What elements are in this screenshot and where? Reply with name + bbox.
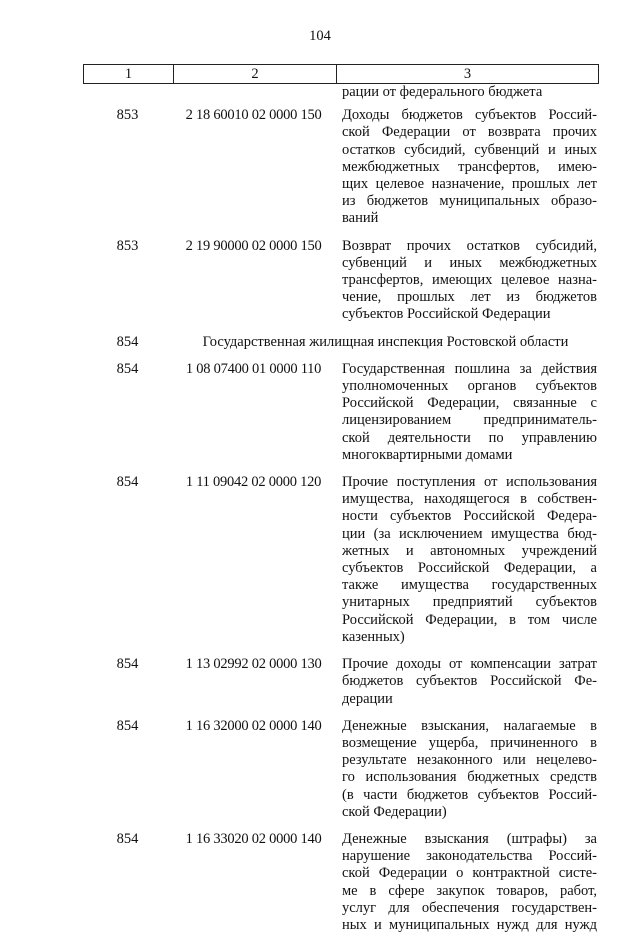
description-cell	[342, 656, 597, 708]
admin-code-cell: 854	[116, 333, 139, 350]
admin-code-cell: 854	[116, 360, 139, 377]
description-line: Доходы бюджетов субъектов Россий-	[342, 107, 597, 124]
income-code-cell: 1 16 33020 02 0000 140	[185, 830, 322, 847]
admin-code-cell: 854	[116, 474, 139, 491]
admin-code-cell: 854	[116, 717, 139, 734]
description-line: уполномоченных органов субъектов	[342, 378, 597, 395]
description-line: результате незаконного или нецелево-	[342, 752, 597, 769]
description-line: Российской Федерации, в том числе	[342, 611, 597, 628]
table-row-continuation	[83, 84, 599, 101]
table-row	[83, 334, 599, 351]
description-line: нарушение законодательства Россий-	[342, 848, 597, 865]
description-line: ности субъектов Российской Федера-	[342, 508, 597, 525]
admin-code-cell: 854	[116, 656, 139, 673]
table-row	[83, 107, 599, 227]
description-line: жетных и автономных учреждений	[342, 542, 597, 559]
description-line: лицензированием предприниматель-	[342, 412, 597, 429]
table-row	[83, 831, 599, 934]
description-line: межбюджетных трансфертов, имею-	[342, 158, 597, 175]
section-heading: Государственная жилищная инспекция Ростовской области	[202, 333, 569, 350]
description-line: го использования бюджетных средств	[342, 769, 597, 786]
description-line: ской Федерации от возврата прочих	[342, 124, 597, 141]
description-line: ской Федерации о контрактной систе-	[342, 865, 597, 882]
description-line: субъектов Российской Федерации	[342, 306, 551, 323]
table-row	[83, 238, 599, 324]
description-line: ме в сфере закупок товаров, работ,	[342, 882, 597, 899]
income-code-cell: 1 16 32000 02 0000 140	[185, 717, 322, 734]
description-line: унитарных предприятий субъектов	[342, 594, 597, 611]
description-line: дерации	[342, 690, 393, 707]
description-line: Прочие доходы от компенсации затрат	[342, 656, 597, 673]
description-line: трансфертов, имеющих целевое назна-	[342, 272, 597, 289]
description-line: рации от федерального бюджета	[342, 84, 543, 100]
description-line: казенных)	[342, 628, 405, 645]
description-line: из бюджетов муниципальных образо-	[342, 193, 597, 210]
description-cell	[342, 361, 597, 464]
description-cell	[342, 107, 597, 227]
description-line: Российской Федерации, связанные с	[342, 395, 597, 412]
description-cell	[342, 474, 597, 646]
income-code-cell: 2 18 60010 02 0000 150	[185, 107, 322, 124]
column-header-3: 3	[336, 65, 598, 83]
description-line: имущества, находящегося в собствен-	[342, 491, 597, 508]
description-cell	[342, 718, 597, 821]
description-line: Денежные взыскания (штрафы) за	[342, 830, 597, 847]
description-line: ваний	[342, 210, 379, 227]
description-line: субъектов Российской Федерации, а	[342, 560, 597, 577]
admin-code-cell: 854	[116, 830, 139, 847]
description-line: чение, прошлых лет из бюджетов	[342, 289, 597, 306]
description-cell	[342, 84, 597, 101]
income-code-cell: 1 13 02992 02 0000 130	[185, 656, 322, 673]
column-header-row	[83, 64, 599, 84]
income-code-cell: 1 11 09042 02 0000 120	[185, 474, 322, 491]
description-line: субвенций и иных межбюджетных	[342, 254, 597, 271]
table-row	[83, 361, 599, 464]
description-line: ных и муниципальных нужд для нужд	[342, 916, 597, 933]
description-line: Прочие поступления от использования	[342, 474, 597, 491]
description-line: Денежные взыскания, налагаемые в	[342, 717, 597, 734]
admin-code-cell: 853	[116, 107, 139, 124]
description-line: Государственная пошлина за действия	[342, 360, 597, 377]
column-header-2: 2	[173, 65, 336, 83]
table-body	[83, 84, 599, 944]
admin-code-cell: 853	[116, 237, 139, 254]
table-row	[83, 718, 599, 821]
description-line: щих целевое назначение, прошлых лет	[342, 176, 597, 193]
description-line: ской Федерации)	[342, 803, 447, 820]
description-cell	[342, 831, 597, 934]
description-line: многоквартирными домами	[342, 446, 513, 463]
description-line: ской деятельности по управлению	[342, 429, 597, 446]
description-line: ции (за исключением имущества бюд-	[342, 525, 597, 542]
column-header-1: 1	[124, 66, 133, 82]
description-line: бюджетов субъектов Российской Фе-	[342, 673, 597, 690]
income-code-cell: 2 19 90000 02 0000 150	[185, 237, 322, 254]
description-cell	[342, 238, 597, 324]
table-row	[83, 656, 599, 708]
description-line: остатков субсидий, субвенций и иных	[342, 141, 597, 158]
description-line: (в части бюджетов субъектов Россий-	[342, 786, 597, 803]
description-line: услуг для обеспечения государствен-	[342, 899, 597, 916]
income-code-cell: 1 08 07400 01 0000 110	[185, 360, 322, 377]
table-row	[83, 474, 599, 646]
description-line: Возврат прочих остатков субсидий,	[342, 237, 597, 254]
description-line: также имущества государственных	[342, 577, 597, 594]
description-line: возмещение ущерба, причиненного в	[342, 734, 597, 751]
page-number: 104	[309, 28, 331, 44]
